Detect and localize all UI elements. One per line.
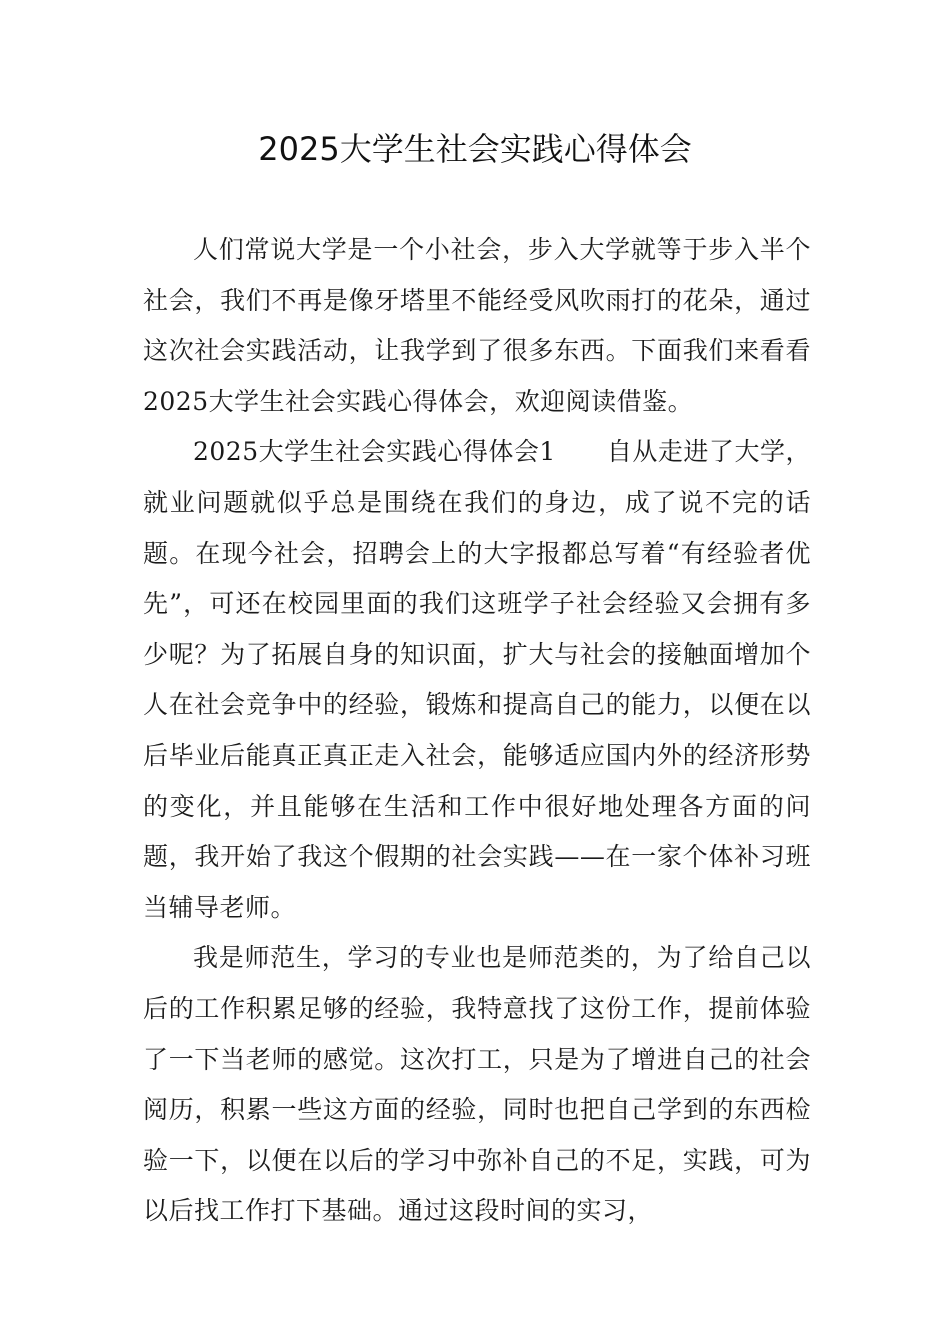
paragraph-essay-1: 2025大学生社会实践心得体会1 自从走进了大学，就业问题就似乎总是围绕在我们的身边，成了说不完的话题。在现今社会，招聘会上的大字报都总写着“有经验者优先”，可还在校园里面的我们这班学子社会经验又会拥有多少呢？为了拓展自身的知识面，扩大与社会的接触面增加个人在社会竞争中的经验，锻炼和提高自己的能力，以便在以后毕业后能真正真正走入社会，能够适应国内外的经济形势的变化，并且能够在生活和工作中很好地处理各方面的问题，我开始了我这个假期的社会实践——在一家个体补习班当辅导老师。 [143, 437, 811, 922]
document-body [143, 225, 811, 1237]
paragraph-essay-2: 我是师范生，学习的专业也是师范类的，为了给自己以后的工作积累足够的经验，我特意找了这份工作，提前体验了一下当老师的感觉。这次打工，只是为了增进自己的社会阅历，积累一些这方面的经验，同时也把自己学到的东西检验一下，以便在以后的学习中弥补自己的不足，实践，可为以后找工作打下基础。通过这段时间的实习， [143, 943, 811, 1226]
document-title: 2025大学生社会实践心得体会 [258, 130, 692, 168]
paragraph-intro: 人们常说大学是一个小社会，步入大学就等于步入半个社会，我们不再是像牙塔里不能经受风吹雨打的花朵，通过这次社会实践活动，让我学到了很多东西。下面我们来看看2025大学生社会实践心得体会，欢迎阅读借鉴。 [143, 235, 811, 416]
